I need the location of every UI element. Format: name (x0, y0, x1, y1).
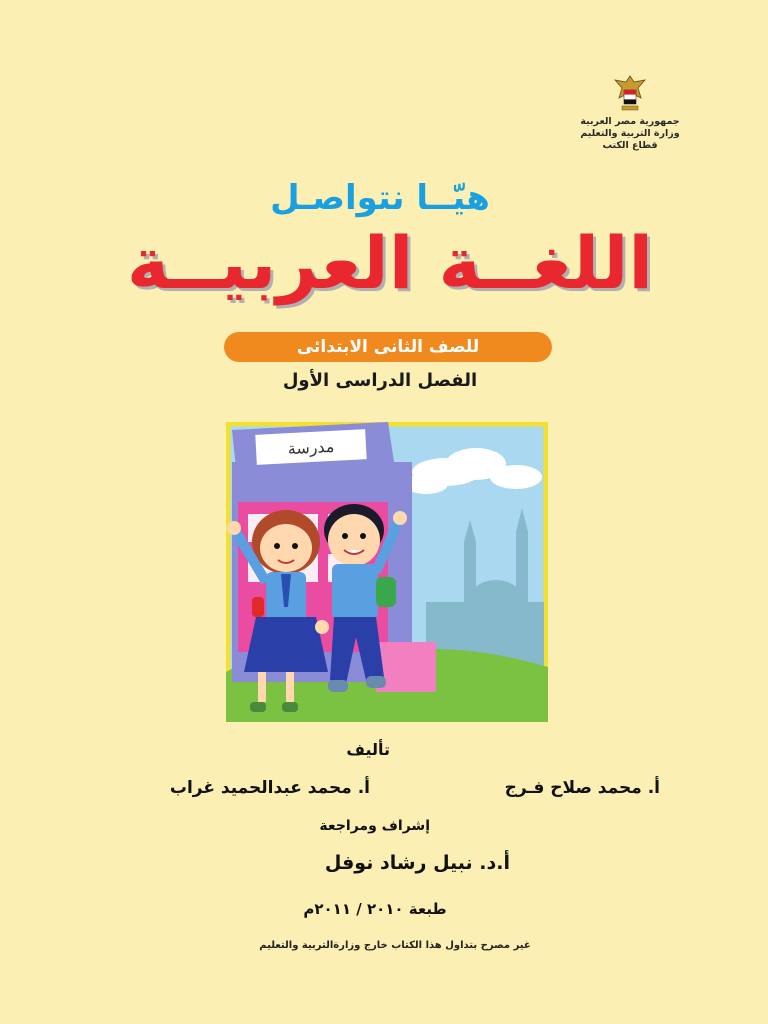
reviewer-name: أ.د. نبيل رشاد نوفل (324, 852, 510, 874)
children-at-school-illustration (226, 422, 548, 722)
distribution-notice: غير مصرح بتداول هذا الكتاب خارج وزارةالتربية والتعليم (259, 940, 531, 951)
grade-badge: للصف الثانى الابتدائى (224, 332, 552, 362)
edition-label: طبعة ٢٠١٠ / ٢٠١١م (303, 900, 447, 918)
ministry-block (560, 72, 700, 152)
ministry-line-ministry: وزارة التربية والتعليم (580, 128, 680, 139)
school-sign-text: مدرسة (287, 436, 335, 459)
supervision-label: إشراف ومراجعة (319, 818, 430, 834)
ministry-line-sector: قطاع الكتب (602, 140, 658, 151)
eagle-emblem-icon (611, 72, 649, 116)
author-name-2: أ. محمد عبدالحميد غراب (169, 778, 370, 798)
ministry-line-country: جمهورية مصر العربية (580, 116, 680, 127)
author-name-1: أ. محمد صلاح فـرج (504, 778, 660, 798)
subject-title: اللغــة العربيــة (126, 221, 654, 305)
term-label: الفصل الدراسى الأول (282, 370, 478, 391)
series-title: هيّــا نتواصـل (270, 178, 490, 218)
authorship-label: تأليف (346, 740, 390, 759)
